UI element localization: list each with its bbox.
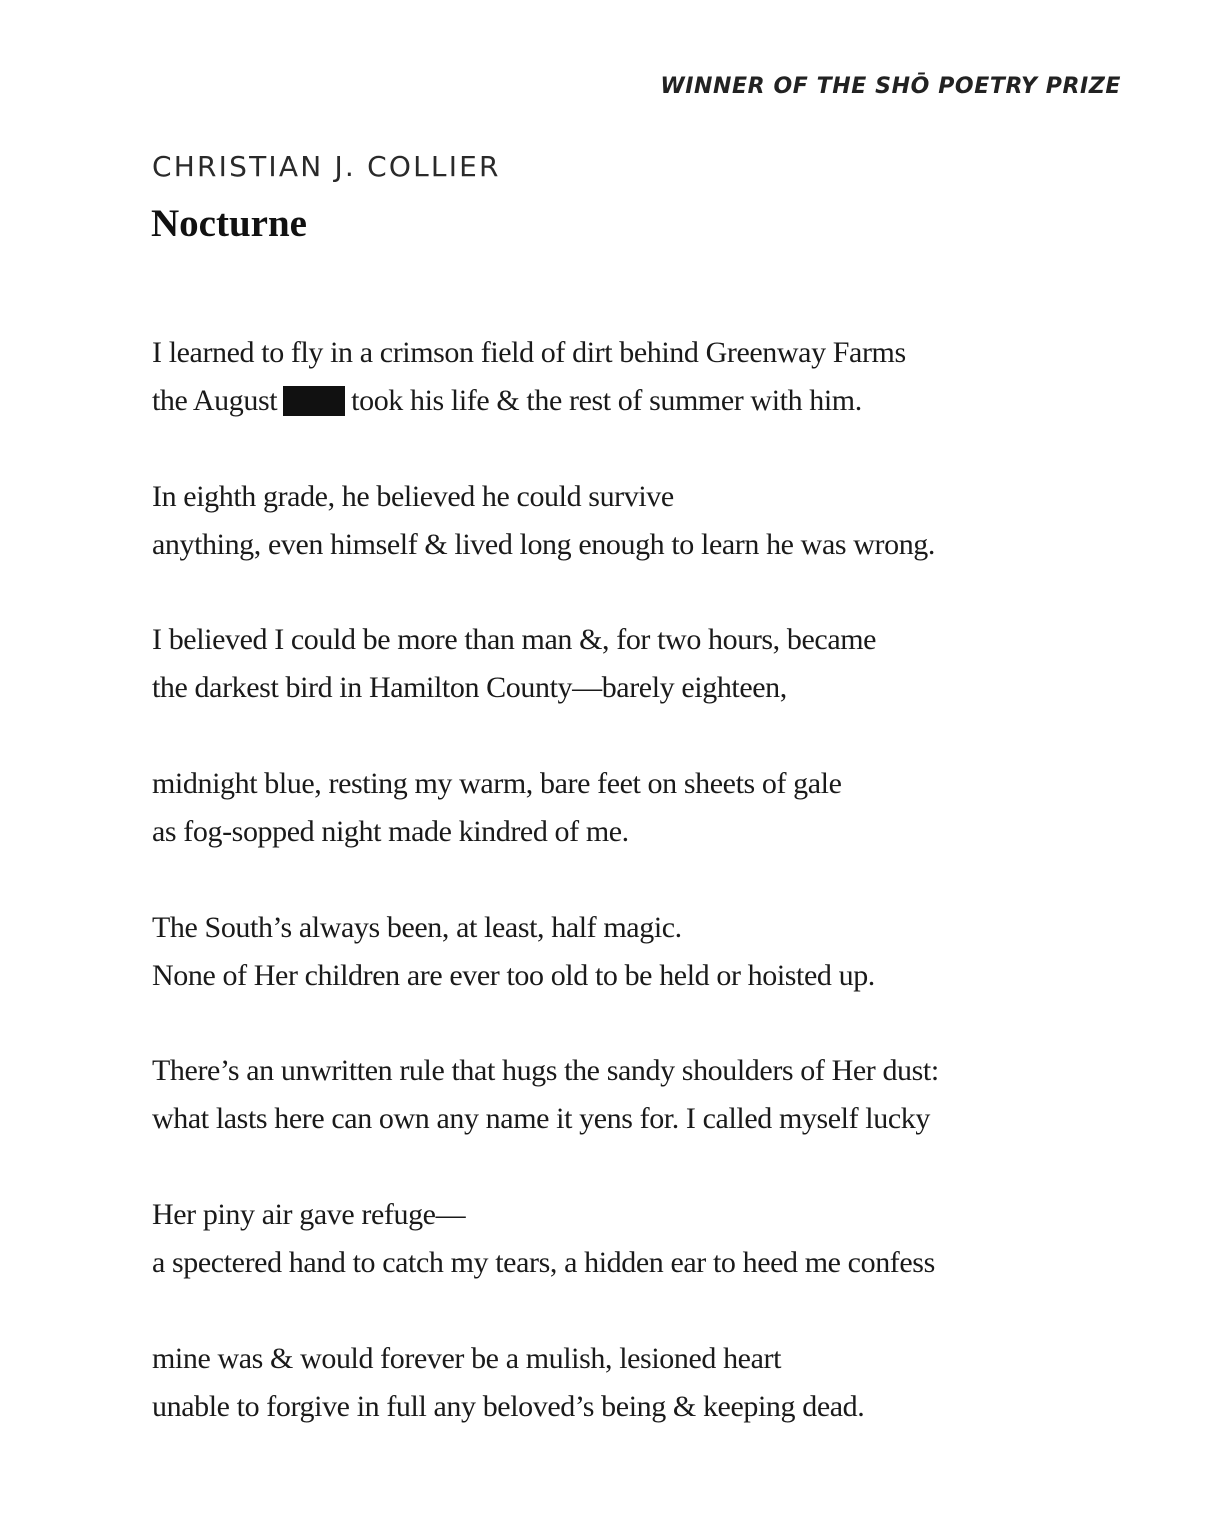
stanza (152, 1047, 1112, 1143)
stanza (152, 904, 1112, 1000)
prize-label: WINNER OF THE SHŌ POETRY PRIZE (660, 74, 1121, 99)
poem-line: The South’s always been, at least, half magic. (152, 910, 682, 944)
poem-line: as fog-sopped night made kindred of me. (152, 815, 629, 849)
poem-line: I believed I could be more than man &, for two hours, became (152, 623, 877, 657)
stanza (152, 473, 1112, 569)
poem-line: the darkest bird in Hamilton County—barely eighteen, (152, 671, 787, 705)
poem-line: a spectered hand to catch my tears, a hidden ear to heed me confess (152, 1246, 935, 1280)
poem-title: Nocturne (151, 202, 307, 245)
poem-line: what lasts here can own any name it yens for. I called myself lucky (152, 1102, 930, 1136)
stanza (152, 1191, 1112, 1287)
poem-line: anything, even himself & lived long enough to learn he was wrong. (152, 527, 935, 561)
stanza (152, 760, 1112, 856)
poem-line: mine was & would forever be a mulish, lesioned heart (152, 1341, 782, 1375)
poem-line: In eighth grade, he believed he could survive (152, 479, 674, 513)
stanza (152, 329, 1112, 425)
stanza (152, 616, 1112, 712)
poem-line-fragment: the August (152, 384, 278, 417)
poem-line: I learned to fly in a crimson field of dirt behind Greenway Farms (152, 336, 906, 369)
poem-line (152, 377, 1112, 425)
redaction-block (283, 386, 345, 416)
poem-line: There’s an unwritten rule that hugs the sandy shoulders of Her dust: (152, 1054, 939, 1088)
author-name: CHRISTIAN J. COLLIER (152, 150, 501, 183)
poem-line: Her piny air gave refuge— (152, 1198, 466, 1232)
poem-line: unable to forgive in full any beloved’s being & keeping dead. (152, 1389, 865, 1423)
poem-body (152, 329, 1112, 1479)
poem-line: midnight blue, resting my warm, bare feet on sheets of gale (152, 767, 842, 801)
poem-line: None of Her children are ever too old to be held or hoisted up. (152, 958, 875, 992)
stanza (152, 1335, 1112, 1431)
poem-line-fragment: took his life & the rest of summer with him. (351, 384, 862, 417)
